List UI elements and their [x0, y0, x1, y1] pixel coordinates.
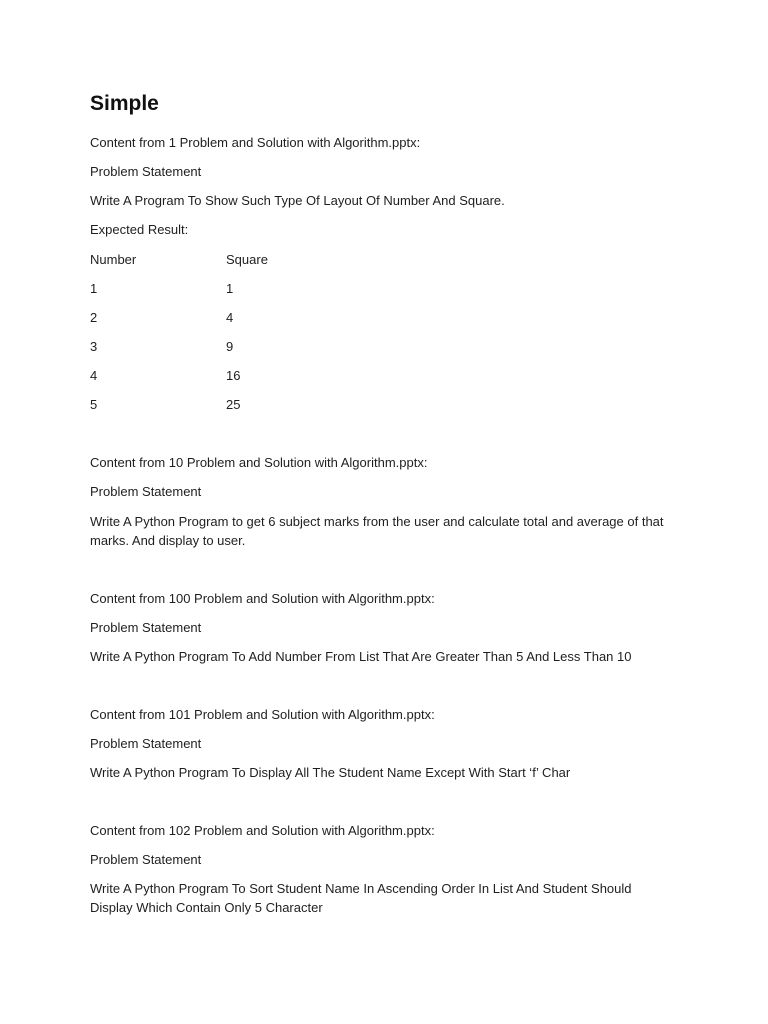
- table-cell-number: 2: [90, 310, 98, 325]
- table-cell-square: 1: [226, 281, 234, 296]
- section-5-source: Content from 102 Problem and Solution with Algorithm.pptx:: [90, 823, 435, 838]
- table-cell-number: 4: [90, 368, 98, 383]
- section-4-statement: Write A Python Program To Display All The Student Name Except With Start ‘f’ Char: [90, 765, 571, 780]
- table-cell-number: 3: [90, 339, 98, 354]
- section-5-statement: Write A Python Program To Sort Student Name In Ascending Order In List And Student Should Display Which Contain Only 5 Character: [90, 881, 632, 915]
- section-1-statement: Write A Program To Show Such Type Of Layout Of Number And Square.: [90, 193, 505, 208]
- section-4-source: Content from 101 Problem and Solution with Algorithm.pptx:: [90, 707, 435, 722]
- section-2-source: Content from 10 Problem and Solution with Algorithm.pptx:: [90, 455, 428, 470]
- table-cell-square: 25: [226, 397, 241, 412]
- section-1-source: Content from 1 Problem and Solution with Algorithm.pptx:: [90, 135, 421, 150]
- table-header-square: Square: [226, 252, 268, 267]
- section-5-heading: Problem Statement: [90, 852, 202, 867]
- section-4-heading: Problem Statement: [90, 736, 202, 751]
- table-header-number: Number: [90, 252, 137, 267]
- table-cell-number: 1: [90, 281, 98, 296]
- section-2-heading: Problem Statement: [90, 484, 202, 499]
- table-cell-square: 4: [226, 310, 234, 325]
- section-3-heading: Problem Statement: [90, 620, 202, 635]
- table-cell-number: 5: [90, 397, 98, 412]
- table-cell-square: 9: [226, 339, 234, 354]
- section-3-statement: Write A Python Program To Add Number From List That Are Greater Than 5 And Less Than 10: [90, 649, 632, 664]
- section-1-heading: Problem Statement: [90, 164, 202, 179]
- section-1-expected-label: Expected Result:: [90, 222, 189, 237]
- section-2-statement: Write A Python Program to get 6 subject marks from the user and calculate total and average of that marks. And display to user.: [90, 514, 664, 548]
- section-3-source: Content from 100 Problem and Solution with Algorithm.pptx:: [90, 591, 435, 606]
- document-title: Simple: [90, 92, 159, 115]
- table-cell-square: 16: [226, 368, 241, 383]
